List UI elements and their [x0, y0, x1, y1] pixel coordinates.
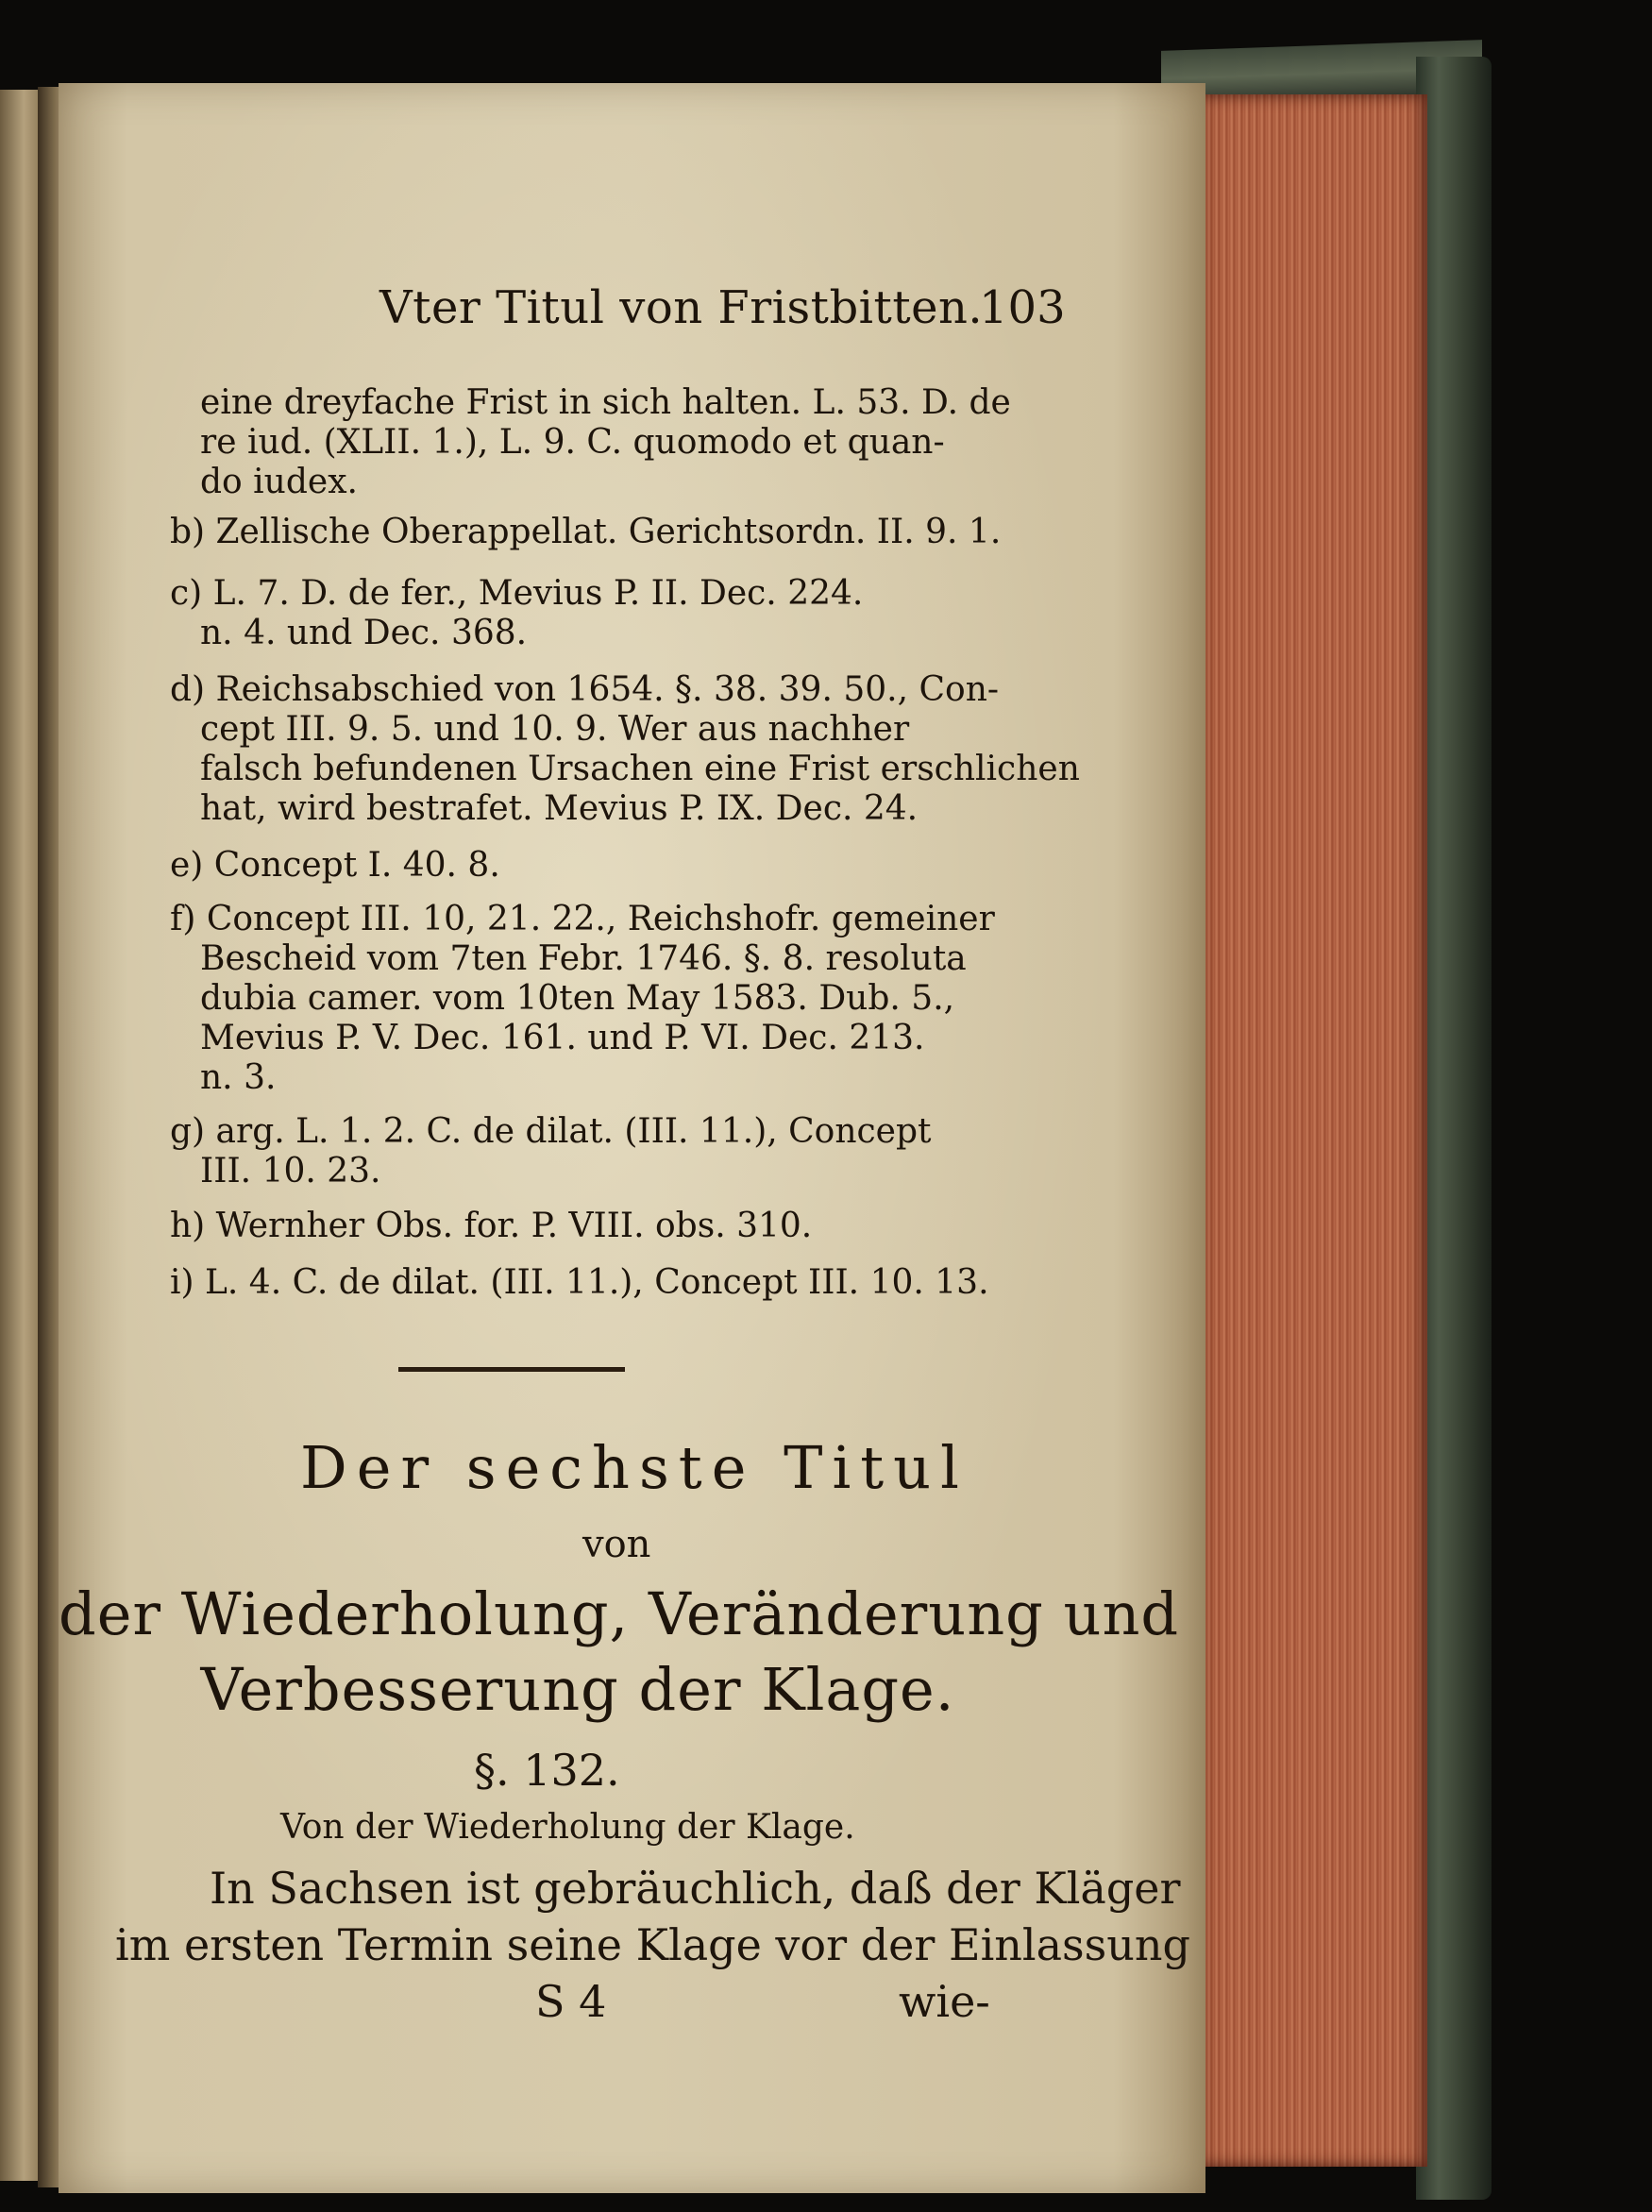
footnote-line: re iud. (XLII. 1.), L. 9. C. quomodo et quan-: [200, 423, 945, 462]
running-title: Vter Titul von Fristbitten.: [379, 281, 984, 334]
footnote-line: b) Zellische Oberappellat. Gerichtsordn. II. 9. 1.: [170, 513, 1002, 551]
body-text-line: In Sachsen ist gebräuchlich, daß der Kläger: [210, 1863, 1181, 1914]
page: [59, 83, 1205, 2193]
page-number: 103: [979, 281, 1066, 334]
section-title: Der sechste Titul: [300, 1433, 969, 1502]
footnote-line: h) Wernher Obs. for. P. VIII. obs. 310.: [170, 1207, 813, 1245]
footnote-line: falsch befundenen Ursachen eine Frist erschlichen: [200, 750, 1080, 788]
footnote-line: n. 3.: [200, 1058, 277, 1097]
footnote-line: do iudex.: [200, 463, 358, 501]
section-title-line: der Wiederholung, Veränderung und: [59, 1579, 1180, 1648]
footnote-line: e) Concept I. 40. 8.: [170, 846, 500, 885]
footnote-line: III. 10. 23.: [200, 1152, 381, 1190]
page-edges: [1191, 94, 1427, 2167]
section-title-line: Verbesserung der Klage.: [200, 1655, 955, 1724]
footnote-line: g) arg. L. 1. 2. C. de dilat. (III. 11.), Concept: [170, 1112, 932, 1151]
book-cover: [1416, 57, 1492, 2200]
footnote-line: i) L. 4. C. de dilat. (III. 11.), Concept III. 10. 13.: [170, 1263, 989, 1302]
paragraph-number: §. 132.: [474, 1745, 620, 1796]
signature-mark: S 4: [535, 1976, 607, 2027]
separator-rule: [398, 1367, 625, 1372]
footnote-line: d) Reichsabschied von 1654. §. 38. 39. 50., Con-: [170, 670, 1000, 709]
footnote-line: Mevius P. V. Dec. 161. und P. VI. Dec. 213.: [200, 1019, 925, 1057]
section-title-von: von: [582, 1523, 651, 1566]
footnote-line: Bescheid vom 7ten Febr. 1746. §. 8. resoluta: [200, 939, 967, 978]
footnote-line: cept III. 9. 5. und 10. 9. Wer aus nachher: [200, 710, 910, 749]
footnote-line: dubia camer. vom 10ten May 1583. Dub. 5.,: [200, 979, 955, 1018]
footnote-line: c) L. 7. D. de fer., Mevius P. II. Dec. 224.: [170, 574, 864, 613]
footnote-line: f) Concept III. 10, 21. 22., Reichshofr. gemeiner: [170, 900, 995, 938]
footnote-line: n. 4. und Dec. 368.: [200, 614, 528, 652]
footnote-line: eine dreyfache Frist in sich halten. L. 53. D. de: [200, 383, 1011, 422]
paragraph-heading: Von der Wiederholung der Klage.: [280, 1808, 855, 1847]
catchword: wie-: [899, 1976, 990, 2027]
footnote-line: hat, wird bestrafet. Mevius P. IX. Dec. 24.: [200, 789, 919, 828]
body-text-line: im ersten Termin seine Klage vor der Einlassung: [115, 1919, 1190, 1970]
